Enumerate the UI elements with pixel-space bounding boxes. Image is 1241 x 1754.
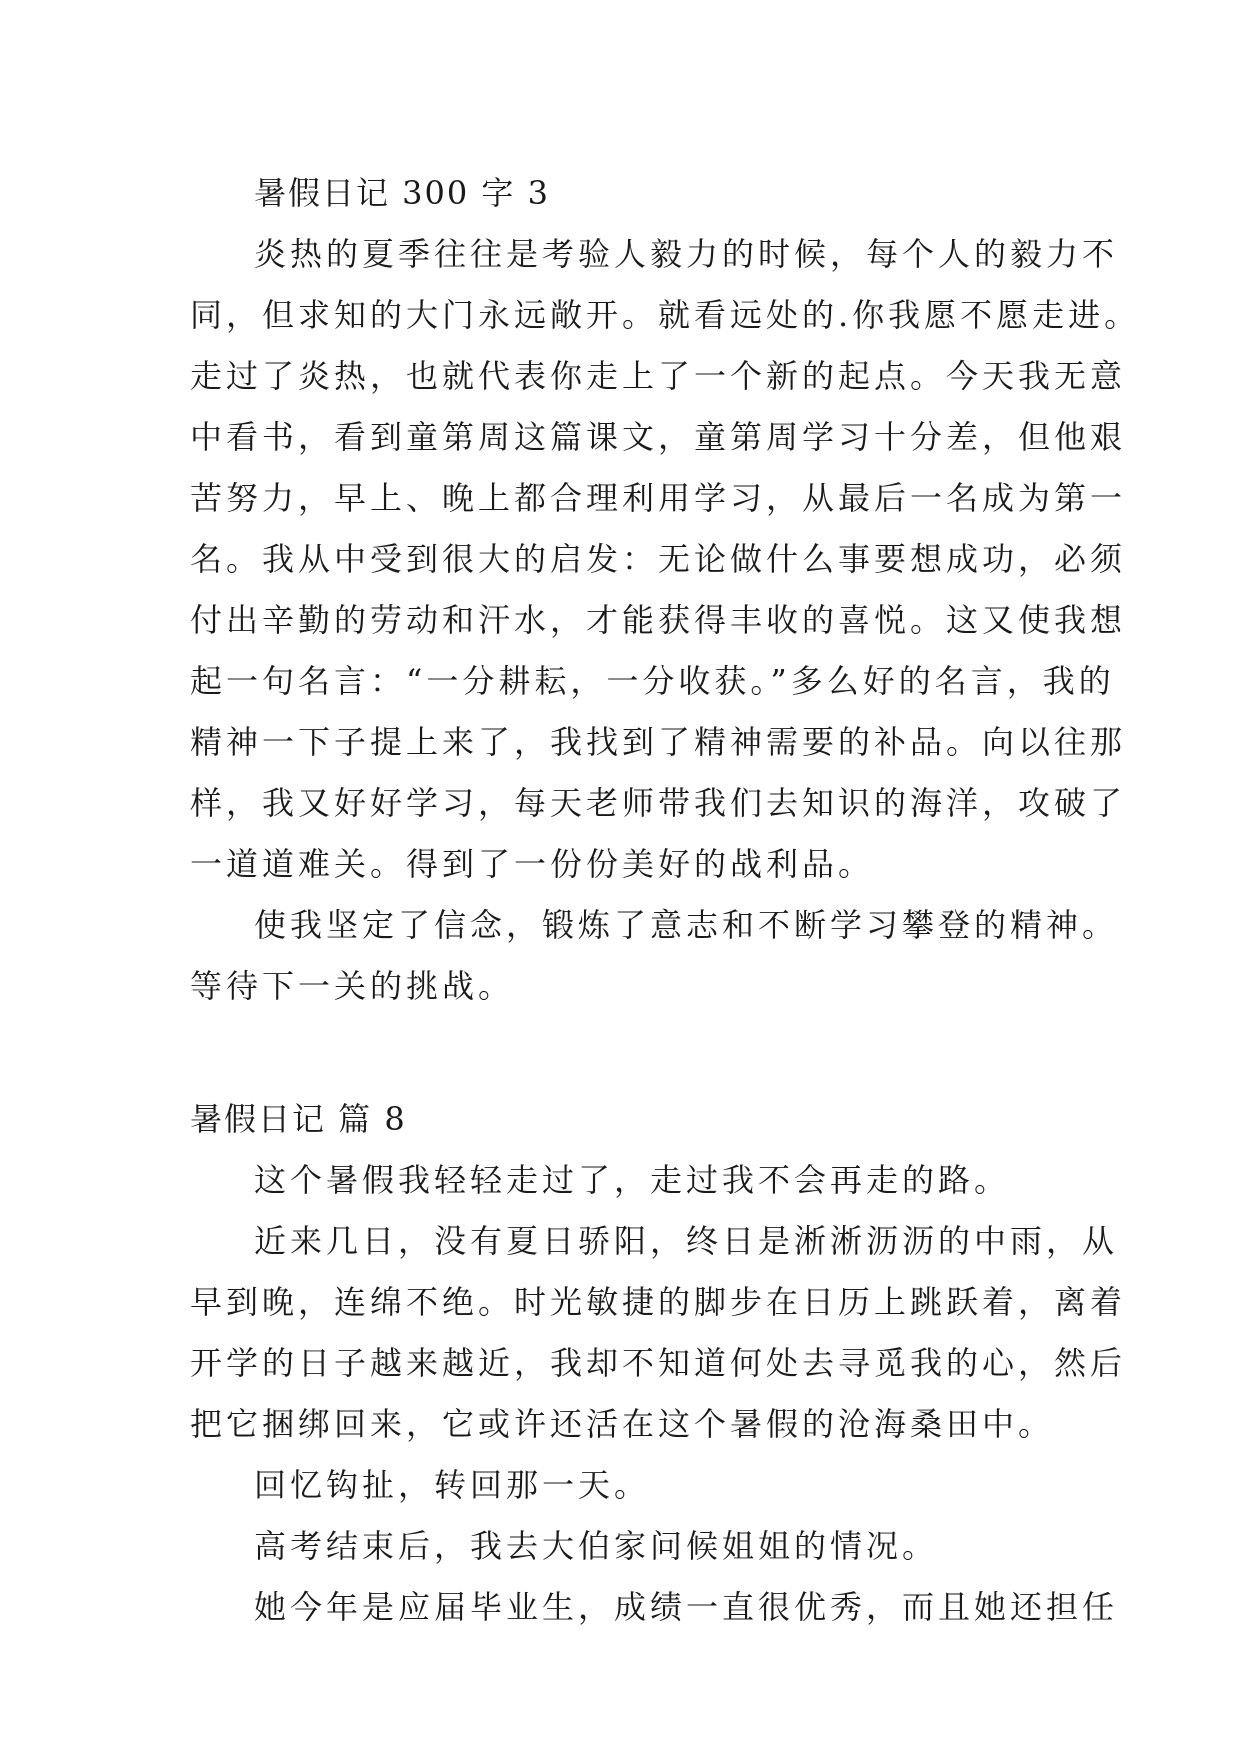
paragraph-line: 名。我从中受到很大的启发：无论做什么事要想成功，必须 bbox=[190, 540, 1127, 578]
paragraph-line: 回忆钩扯，转回那一天。 bbox=[254, 1466, 651, 1504]
paragraph-line: 高考结束后，我去大伯家问候姐姐的情况。 bbox=[254, 1527, 939, 1565]
section-title: 暑假日记 300 字 3 bbox=[254, 174, 550, 212]
paragraph-line: 中看书，看到童第周这篇课文，童第周学习十分差，但他艰 bbox=[190, 418, 1127, 456]
document-body bbox=[190, 163, 1141, 1638]
paragraph-line: 精神一下子提上来了，我找到了精神需要的补品。向以往那 bbox=[190, 723, 1127, 761]
paragraph-line: 她今年是应届毕业生，成绩一直很优秀，而且她还担任 bbox=[254, 1588, 1119, 1626]
paragraph-line: 开学的日子越来越近，我却不知道何处去寻觅我的心，然后 bbox=[190, 1344, 1127, 1382]
paragraph-line: 早到晚，连绵不绝。时光敏捷的脚步在日历上跳跃着，离着 bbox=[190, 1283, 1127, 1321]
paragraph-line: 炎热的夏季往往是考验人毅力的时候，每个人的毅力不 bbox=[254, 235, 1119, 273]
paragraph-line: 付出辛勤的劳动和汗水，才能获得丰收的喜悦。这又使我想 bbox=[190, 601, 1127, 639]
paragraph-line: 把它捆绑回来，它或许还活在这个暑假的沧海桑田中。 bbox=[190, 1405, 1055, 1443]
paragraph-line: 这个暑假我轻轻走过了，走过我不会再走的路。 bbox=[254, 1161, 1011, 1199]
paragraph-line: 样，我又好好学习，每天老师带我们去知识的海洋，攻破了 bbox=[190, 784, 1127, 822]
paragraph-line: 近来几日，没有夏日骄阳，终日是淅淅沥沥的中雨，从 bbox=[254, 1222, 1119, 1260]
paragraph-line: 苦努力，早上、晚上都合理利用学习，从最后一名成为第一 bbox=[190, 479, 1127, 517]
section-title: 暑假日记 篇 8 bbox=[190, 1100, 407, 1138]
paragraph-line: 走过了炎热，也就代表你走上了一个新的起点。今天我无意 bbox=[190, 357, 1127, 395]
paragraph-line: 等待下一关的挑战。 bbox=[190, 967, 515, 1005]
paragraph-line: 一道道难关。得到了一份份美好的战利品。 bbox=[190, 845, 875, 883]
paragraph-line: 使我坚定了信念，锻炼了意志和不断学习攀登的精神。 bbox=[254, 906, 1119, 944]
paragraph-line: 起一句名言：“一分耕耘，一分收获。”多么好的名言，我的 bbox=[190, 662, 1115, 700]
paragraph-line: 同，但求知的大门永远敞开。就看远处的.你我愿不愿走进。 bbox=[190, 296, 1141, 334]
section-spacer bbox=[190, 1017, 1070, 1089]
